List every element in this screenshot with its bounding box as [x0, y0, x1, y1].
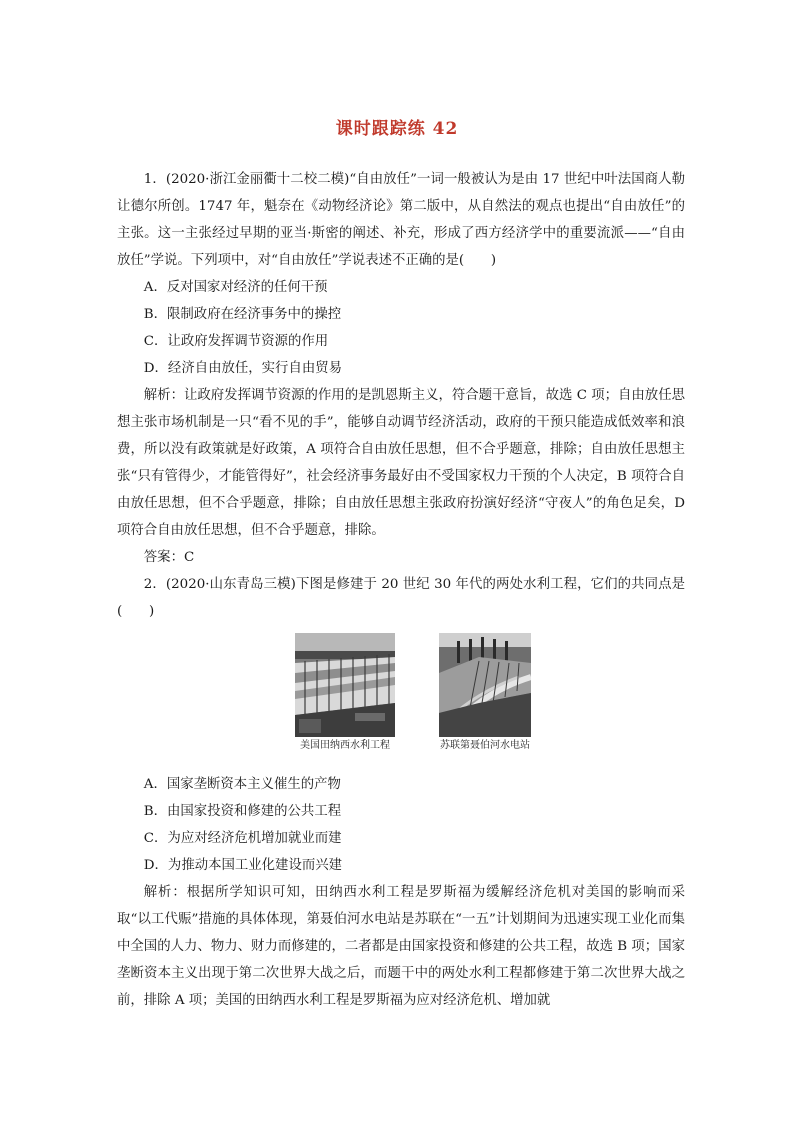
question-2-stem: 2．(2020·山东青岛三模)下图是修建于 20 世纪 30 年代的两处水利工程，它们的共同点是( ) [117, 577, 685, 619]
q2-option-c: C．为应对经济危机增加就业而建 [143, 831, 342, 846]
q2-option-a: A．国家垄断资本主义催生的产物 [143, 777, 341, 792]
q1-option-c: C．让政府发挥调节资源的作用 [143, 334, 329, 349]
figure-dnieper [439, 633, 531, 753]
figure-caption-tennessee: 美国田纳西水利工程 [300, 740, 390, 751]
dnieper-station-photo [439, 633, 531, 737]
question-1-stem: 1．(2020·浙江金丽衢十二校二模)“自由放任”一词一般被认为是由 17 世纪中叶法国商人勒让德尔所创。1747 年，魁奈在《动物经济论》第二版中，从自然法的观点也提出“自由放任”的主张。这一主张经过早期的亚当·斯密的阐述、补充，形成了西方经济学中的重要流派——“自由放任”学说。下列项中，对“自由放任”学说表述不正确的是( ) [117, 172, 685, 268]
q1-option-b: B．限制政府在经济事务中的操控 [143, 307, 342, 322]
figure-tennessee [295, 633, 395, 753]
document-body [117, 166, 685, 1014]
q2-option-b: B．由国家投资和修建的公共工程 [143, 804, 342, 819]
page-title: 课时跟踪练 42 [335, 119, 459, 139]
figure-caption-dnieper: 苏联第聂伯河水电站 [440, 740, 530, 751]
question-2-analysis: 解析：根据所学知识可知，田纳西水利工程是罗斯福为缓解经济危机对美国的影响而采取“以工代赈”措施的具体体现，第聂伯河水电站是苏联在“一五”计划期间为迅速实现工业化而集中全国的人力、物力、财力而修建的，二者都是由国家投资和修建的公共工程，故选 B 项；国家垄断资本主义出现于第二次世界大战之后，而题干中的两处水利工程都修建于第二次世界大战之前，排除 A 项；美国的田纳西水利工程是罗斯福为应对经济危机、增加就 [117, 885, 685, 1008]
figure-group [117, 633, 685, 765]
q1-option-a: A．反对国家对经济的任何干预 [143, 280, 328, 295]
q1-option-d: D．经济自由放任，实行自由贸易 [143, 361, 343, 376]
question-1-analysis: 解析：让政府发挥调节资源的作用的是凯恩斯主义，符合题干意旨，故选 C 项；自由放任思想主张市场机制是一只“看不见的手”，能够自动调节经济活动，政府的干预只能造成低效率和浪费，所以没有政策就是好政策，A 项符合自由放任思想，但不合乎题意，排除；自由放任思想主张“只有管得少，才能管得好”，社会经济事务最好由不受国家权力干预的个人决定，B 项符合自由放任思想，但不合乎题意，排除；自由放任思想主张政府扮演好经济“守夜人”的角色足矣，D 项符合自由放任思想，但不合乎题意，排除。 [117, 388, 685, 538]
question-1-answer: 答案：C [143, 550, 195, 565]
q2-option-d: D．为推动本国工业化建设而兴建 [143, 858, 343, 873]
tennessee-dam-photo [295, 633, 395, 737]
